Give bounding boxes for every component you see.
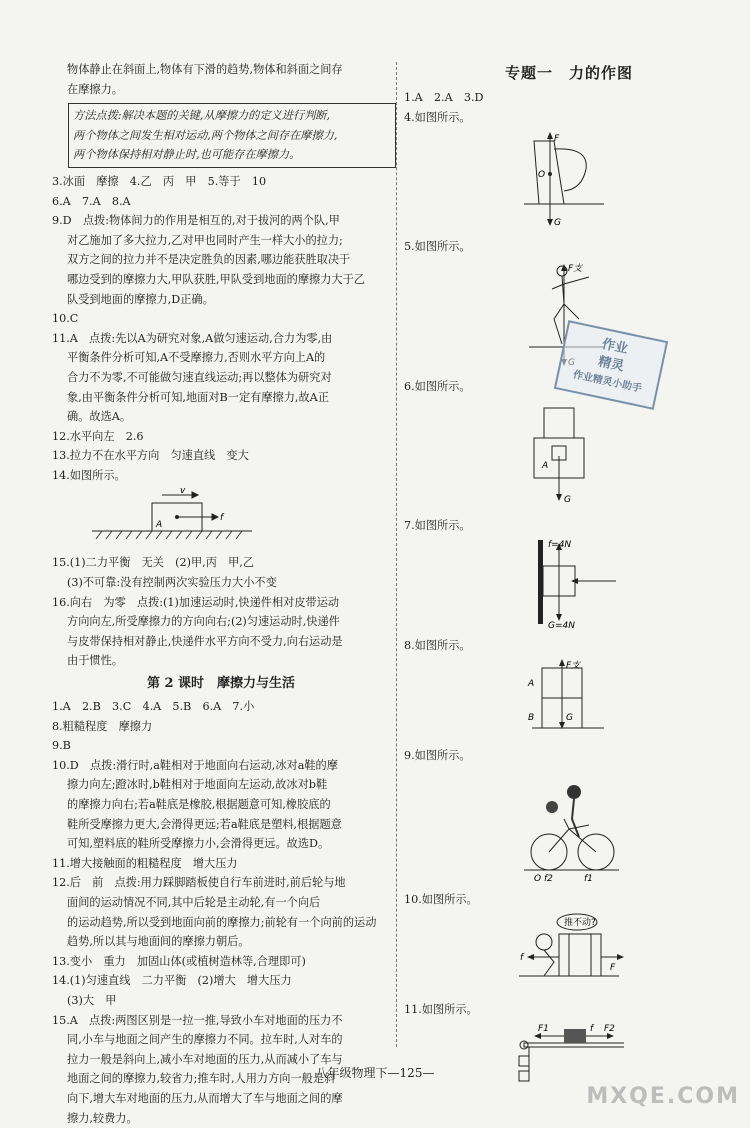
answer-9: 9.如图所示。 [404,746,734,766]
answer-line: 鞋所受摩擦力更大,会滑得更远;若a鞋底是塑料,根据题意 [52,815,390,835]
answer-line: 6.A 7.A 8.A [52,192,390,212]
answer-line: 擦力向左;蹬冰时,b鞋相对于地面向左运动,故冰对b鞋 [52,775,390,795]
answer-line: 地面之间的摩擦力,较省力;推车时,人用力方向一般是斜 [52,1069,390,1089]
answer-line: 可知,塑料底的鞋所受摩擦力小,会滑得更远。故选D。 [52,834,390,854]
answer-line: 15.A 点拨:两图区别是一拉一推,导致小车对地面的压力不 [52,1011,390,1031]
answer-line: 14.(1)匀速直线 二力平衡 (2)增大 增大压力 [52,971,390,991]
answer-line: 16.向右 为零 点拨:(1)加速运动时,快递件相对皮带运动 [52,593,390,613]
answer-line: 的摩擦力向右;若a鞋底是橡胶,根据题意可知,橡胶底的 [52,795,390,815]
answer-line: 10.D 点拨:滑行时,a鞋相对于地面向右运动,冰对a鞋的摩 [52,756,390,776]
answer-line: 9.D 点拨:物体间力的作用是相互的,对于拔河的两个队,甲 [52,211,390,231]
answer-10: 10.如图所示。 [404,890,734,910]
stamp-line-3: 作业精灵小助手 [571,367,643,399]
fig7-f-label: f=4N [548,540,571,550]
right-column [404,60,734,1104]
answer-line: 3.冰面 摩擦 4.乙 丙 甲 5.等于 10 [52,172,390,192]
column-divider [396,62,397,1047]
fig5-Fn-label: F支 [568,263,584,274]
fig10-F-label: F [610,963,616,973]
answer-line: (3)大 甲 [52,991,390,1011]
answer-line: 向下,增大车对地面的压力,从而增大了车与地面之间的摩 [52,1089,390,1109]
fig10-push-text: 推不动? [564,916,596,928]
answer-line: 方向向左,所受摩擦力的方向向右;(2)匀速运动时,快递件 [52,612,390,632]
fig8-B-label: B [528,713,534,723]
fig14-f-label: f [220,513,225,523]
stamp-line-1: 作业 [579,331,651,363]
answer-1-3: 1.A 2.A 3.D [404,88,734,108]
answer-line: 1.A 2.B 3.C 4.A 5.B 6.A 7.小 [52,697,390,717]
answer-line: 14.如图所示。 [52,466,390,486]
answer-line: 9.B [52,736,390,756]
fig8-A-label: A [527,679,534,689]
answer-line: 趋势,所以其与地面间的摩擦力朝后。 [52,932,390,952]
answer-line: 同,小车与地面之间产生的摩擦力不同。拉车时,人对车的 [52,1030,390,1050]
answer-line: 擦力,较费力。 [52,1109,390,1128]
figure-10-pushing-box [404,912,624,992]
tip-line: 两个物体之间发生相对运动,两个物体之间存在摩擦力, [73,126,391,146]
answer-line: 平衡条件分析可知,A不受摩擦力,否则水平方向上A的 [52,348,390,368]
answer-line: 确。故选A。 [52,407,390,427]
answer-line: 与皮带保持相对静止,快递件水平方向不受力,向右运动是 [52,632,390,652]
answer-line: 12.水平向左 2.6 [52,427,390,447]
method-tip-box [68,103,396,168]
fig6-A-label: A [541,461,548,471]
answer-line: 的运动趋势,所以受到地面向前的摩擦力;前轮有一个向前的运动 [52,913,390,933]
page-footer: 八年级物理下—125— [0,1064,750,1081]
answer-line: 拉力一般是斜向上,减小车对地面的压力,从而减小了车与 [52,1050,390,1070]
fig7-G-label: G=4N [548,621,575,628]
answer-line: 面间的运动情况不同,其中后轮是主动轮,有一个向后 [52,893,390,913]
answer-line: 由于惯性。 [52,651,390,671]
fig9-O-label: O [534,874,541,882]
fig4-O-label: O [538,170,545,180]
answer-line: 队受到地面的摩擦力,D正确。 [52,290,390,310]
answer-line: 在摩擦力。 [52,80,390,100]
fig11-f-label: f [590,1024,595,1034]
answer-line: 11.增大接触面的粗糙程度 增大压力 [52,854,390,874]
figure-9-bicycle [404,767,624,882]
figure-4-cup [404,129,624,229]
answer-line: 合力不为零,不可能做匀速直线运动;再以整体为研究对 [52,368,390,388]
answer-line: 对乙施加了多大拉力,乙对甲也同时产生一样大小的拉力; [52,231,390,251]
figure-8-two-blocks [404,658,624,738]
answer-line: 物体静止在斜面上,物体有下滑的趋势,物体和斜面之间存 [52,60,390,80]
answer-line: 10.C [52,309,390,329]
watermark: MXQE.COM [586,1084,740,1109]
answer-line: 11.A 点拨:先以A为研究对象,A做匀速运动,合力为零,由 [52,329,390,349]
answer-7: 7.如图所示。 [404,516,734,536]
answer-6: 6.如图所示。 [404,377,734,397]
tip-line: 方法点拨:解决本题的关键,从摩擦力的定义进行判断, [73,106,391,126]
answer-11: 11.如图所示。 [404,1000,734,1020]
answer-line: 13.拉力不在水平方向 匀速直线 变大 [52,446,390,466]
answer-line: 哪边受到的摩擦力大,甲队获胜,甲队受到地面的摩擦力大于乙 [52,270,390,290]
answer-line: (3)不可靠:没有控制两次实验压力大小不变 [52,573,390,593]
fig11-F1-label: F1 [538,1024,549,1034]
fig8-G-label: G [566,713,573,723]
answer-line: 12.后 前 点拨:用力踩脚踏板使自行车前进时,前后轮与地 [52,873,390,893]
answer-4: 4.如图所示。 [404,108,734,128]
left-column [52,60,390,1128]
tip-line: 两个物体保持相对静止时,也可能存在摩擦力。 [73,145,391,165]
section-2-title: 第 2 课时 摩擦力与生活 [52,673,390,695]
answer-line: 15.(1)二力平衡 无关 (2)甲,丙 甲,乙 [52,553,390,573]
answer-line: 13.变小 重力 加固山体(或植树造林等,合理即可) [52,952,390,972]
fig8-Fn-label: F支 [566,660,582,671]
topic-title: 专题一 力的作图 [404,60,734,86]
fig11-F2-label: F2 [604,1024,615,1034]
answer-5: 5.如图所示。 [404,237,734,257]
figure-6-stacked-blocks [404,398,624,508]
fig10-f-label: f [520,953,525,963]
fig14-v-label: v [180,487,186,496]
answer-line: 象,由平衡条件分析可知,地面对B一定有摩擦力,故A正 [52,388,390,408]
answer-8: 8.如图所示。 [404,636,734,656]
fig14-A-label: A [155,520,162,530]
answer-line: 双方之间的拉力并不是决定胜负的因素,哪边能获胜取决于 [52,250,390,270]
answer-line: 8.粗糙程度 摩擦力 [52,717,390,737]
fig9-f2-label: f2 [544,874,553,882]
fig4-F-label: F [554,134,560,144]
figure-14-block-on-ground [52,487,252,545]
fig6-G-label: G [564,495,571,505]
stamp-line-2: 精灵 [575,349,647,381]
fig9-f1-label: f1 [584,874,593,882]
figure-7-block-against-wall [404,538,624,628]
fig4-G-label: G [554,218,561,228]
